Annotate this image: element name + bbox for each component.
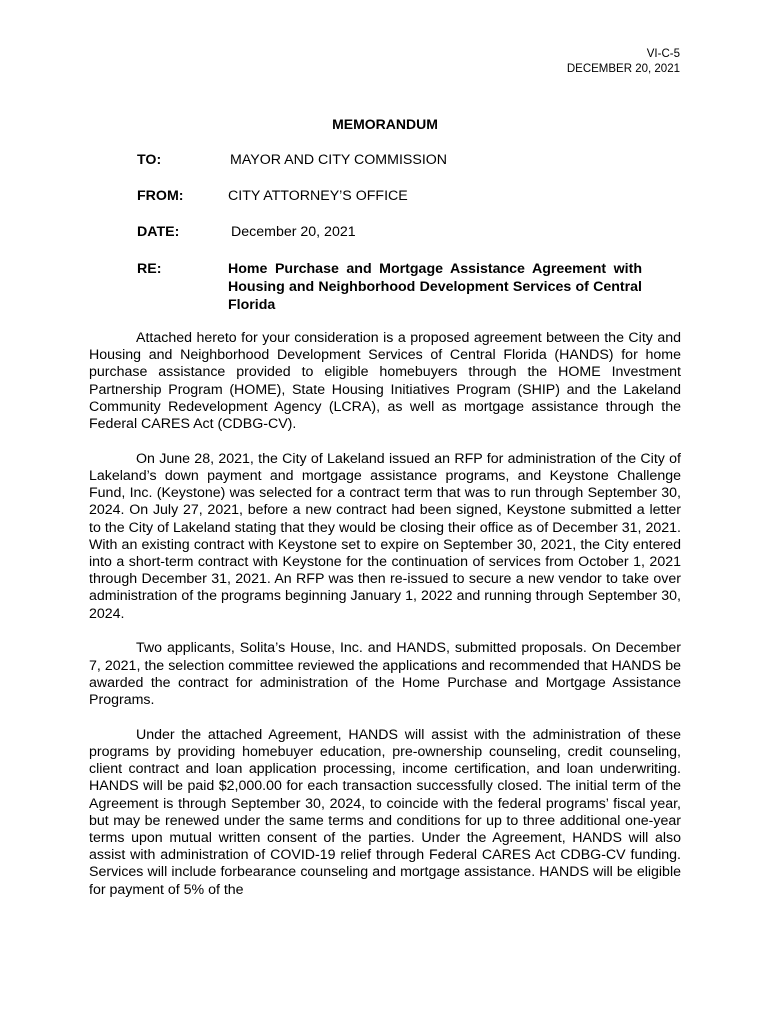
reference-code: VI-C-5: [646, 48, 680, 60]
from-label: FROM:: [137, 188, 184, 204]
reference-date: DECEMBER 20, 2021: [566, 63, 680, 75]
memo-title-block: [0, 116, 770, 132]
date-value: December 20, 2021: [231, 224, 356, 240]
re-label: RE:: [137, 261, 162, 277]
memo-body: [89, 330, 681, 916]
to-label: TO:: [137, 152, 162, 168]
body-paragraph: On June 28, 2021, the City of Lakeland issued an RFP for administration of the City of Lakeland’s down payment and mortgage assistance programs, and Keystone Challenge Fund, Inc. (Keystone) was selected for a contract term that was to run through September 30, 2024. On July 27, 2021, before a new contract had been signed, Keystone submitted a letter to the City of Lakeland stating that they would be closing their office as of December 31, 2021. With an existing contract with Keystone set to expire on September 30, 2021, the City entered into a short-term contract with Keystone for the continuation of services from October 1, 2021 through December 31, 2021. An RFP was then re-issued to secure a new vendor to take over administration of the programs beginning January 1, 2022 and running through September 30, 2024.: [89, 450, 681, 622]
to-value: MAYOR AND CITY COMMISSION: [230, 152, 448, 168]
memo-title: MEMORANDUM: [332, 116, 438, 132]
from-value: CITY ATTORNEY’S OFFICE: [228, 188, 408, 204]
document-reference: [567, 47, 680, 77]
body-paragraph: Under the attached Agreement, HANDS will assist with the administration of these programs by providing homebuyer education, pre-ownership counseling, credit counseling, client contract and loan application processing, income certification, and loan underwriting. HANDS will be paid $2,000.00 for each transaction successfully closed. The initial term of the Agreement is through September 30, 2024, to coincide with the federal programs’ fiscal year, but may be renewed under the same terms and conditions for up to three additional one-year terms upon mutual written consent of the parties. Under the Agreement, HANDS will also assist with administration of COVID-19 relief through Federal CARES Act CDBG-CV funding. Services will include forbearance counseling and mortgage assistance. HANDS will be eligible for payment of 5% of the: [89, 726, 681, 898]
re-subject: Home Purchase and Mortgage Assistance Agreement with Housing and Neighborhood Development Services of Central Florida: [228, 261, 642, 313]
body-paragraph: Two applicants, Solita’s House, Inc. and HANDS, submitted proposals. On December 7, 2021, the selection committee reviewed the applications and recommended that HANDS be awarded the contract for administration of the Home Purchase and Mortgage Assistance Programs.: [89, 640, 681, 709]
date-label: DATE:: [137, 224, 180, 240]
body-paragraph: Attached hereto for your consideration is a proposed agreement between the City and Housing and Neighborhood Development Services of Central Florida (HANDS) for home purchase assistance provided to eligible homebuyers through the HOME Investment Partnership Program (HOME), State Housing Initiatives Program (SHIP) and the Lakeland Community Redevelopment Agency (LCRA), as well as mortgage assistance through the Federal CARES Act (CDBG-CV).: [89, 330, 681, 433]
